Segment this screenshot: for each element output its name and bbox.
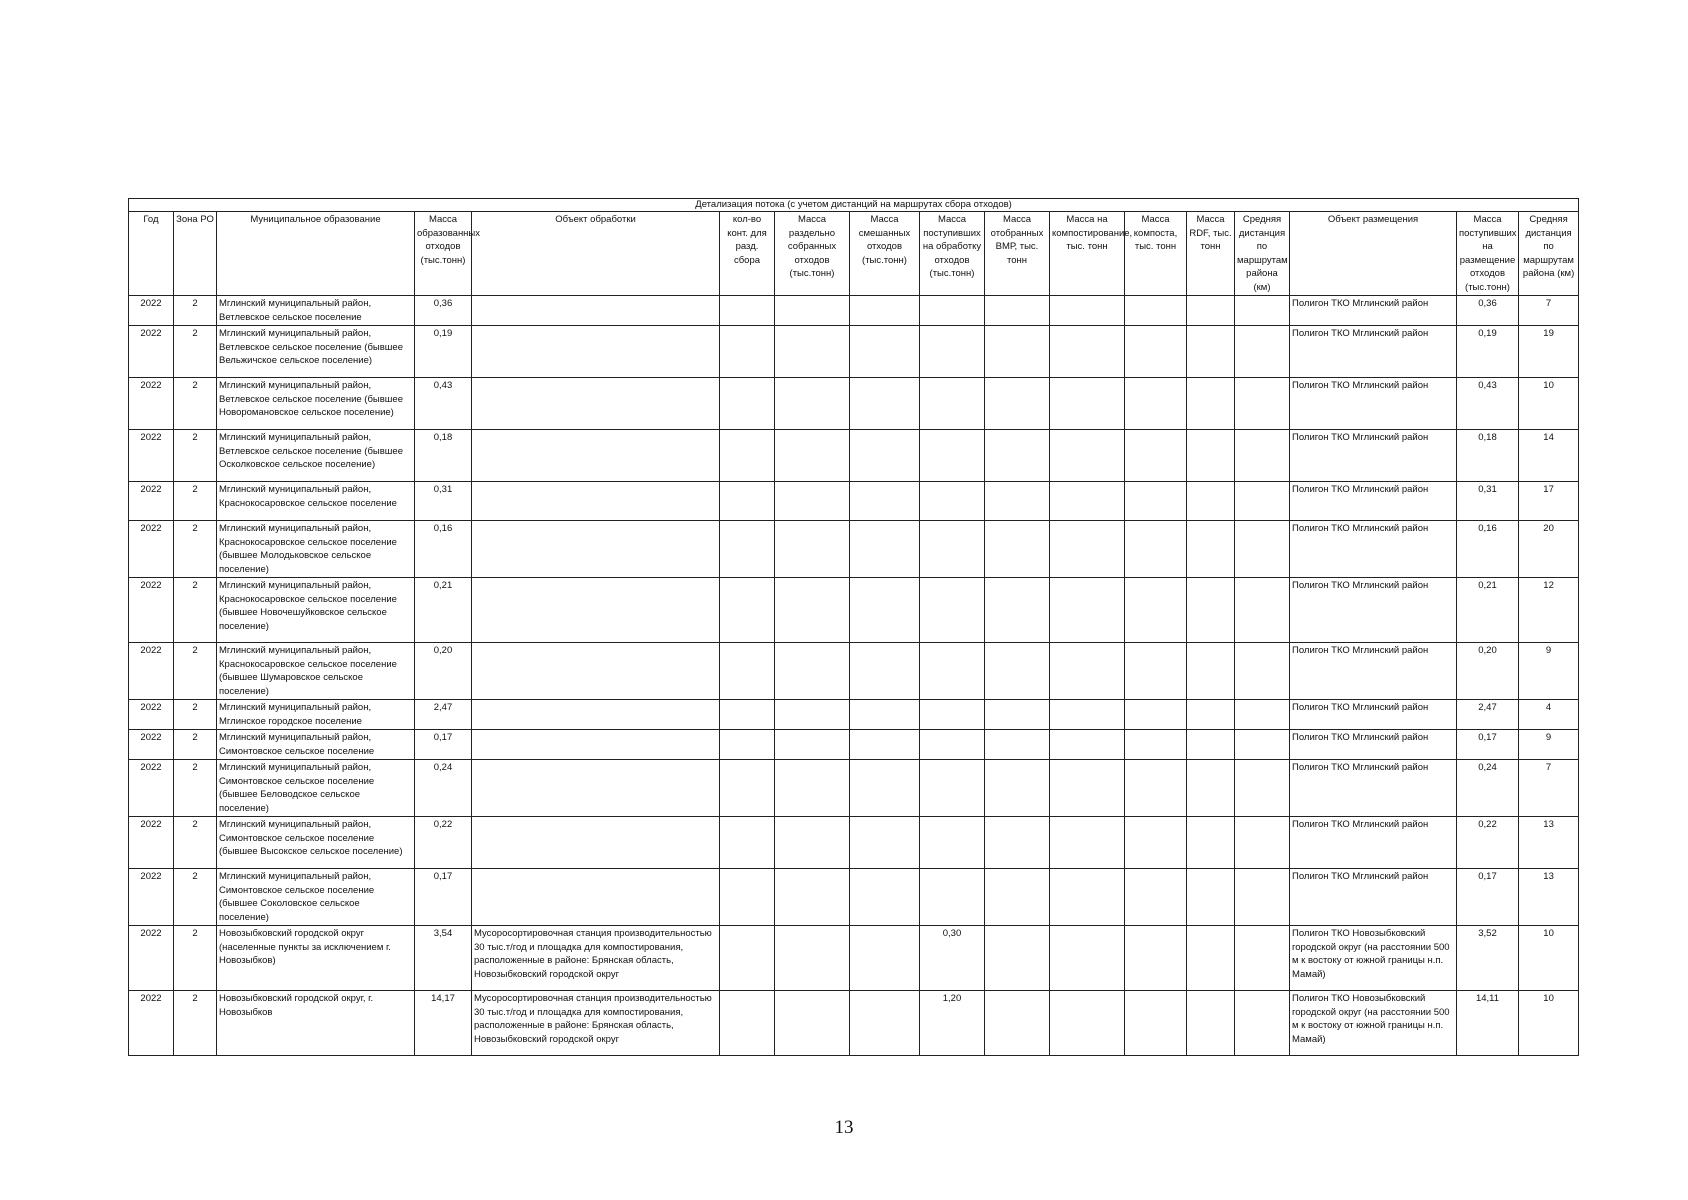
cell-distance: 7 [1519, 760, 1579, 817]
table-row [129, 730, 1579, 760]
cell-zone: 2 [174, 326, 217, 378]
cell-empty [1125, 700, 1187, 730]
cell-mass: 14,17 [415, 991, 472, 1056]
cell-empty [985, 430, 1050, 482]
cell-empty [1187, 378, 1235, 430]
cell-empty [850, 730, 920, 760]
cell-municipality: Мглинский муниципальный район, Ветлевское сельское поселение (бывшее Вельжичское сельское поселение) [217, 326, 415, 378]
cell-distance: 14 [1519, 430, 1579, 482]
cell-empty [850, 817, 920, 869]
column-header: Зона РО [174, 212, 217, 296]
cell-empty [985, 730, 1050, 760]
cell-empty [985, 991, 1050, 1056]
table-row [129, 926, 1579, 991]
cell-treatment [472, 817, 720, 869]
cell-empty [985, 521, 1050, 578]
cell-processed [920, 430, 985, 482]
cell-empty [985, 643, 1050, 700]
cell-empty [1187, 296, 1235, 326]
table-row [129, 482, 1579, 521]
cell-empty [1125, 482, 1187, 521]
cell-municipality: Мглинский муниципальный район, Ветлевское сельское поселение (бывшее Новоромановское сельское поселение) [217, 378, 415, 430]
cell-empty [985, 326, 1050, 378]
cell-empty [1125, 760, 1187, 817]
cell-empty [1187, 760, 1235, 817]
cell-empty [1235, 760, 1290, 817]
table-row [129, 643, 1579, 700]
cell-empty [1187, 730, 1235, 760]
cell-municipality: Мглинский муниципальный район, Мглинское городское поселение [217, 700, 415, 730]
cell-distance: 9 [1519, 730, 1579, 760]
cell-empty [985, 760, 1050, 817]
cell-treatment [472, 378, 720, 430]
cell-empty [1235, 730, 1290, 760]
cell-municipality: Мглинский муниципальный район, Симонтовское сельское поселение (бывшее Высокское сельское поселение) [217, 817, 415, 869]
cell-mass: 0,20 [415, 643, 472, 700]
column-header-row [129, 212, 1579, 296]
cell-placement: Полигон ТКО Мглинский район [1290, 482, 1457, 521]
cell-processed [920, 730, 985, 760]
cell-empty [775, 521, 850, 578]
cell-empty [1187, 643, 1235, 700]
cell-empty [1187, 430, 1235, 482]
cell-mass: 2,47 [415, 700, 472, 730]
cell-empty [1050, 730, 1125, 760]
column-header: Муниципальное образование [217, 212, 415, 296]
cell-mass: 0,16 [415, 521, 472, 578]
cell-processed [920, 869, 985, 926]
cell-year: 2022 [129, 730, 174, 760]
cell-placement: Полигон ТКО Мглинский район [1290, 817, 1457, 869]
cell-empty [1050, 991, 1125, 1056]
cell-empty [720, 521, 775, 578]
cell-empty [720, 430, 775, 482]
cell-processed: 0,30 [920, 926, 985, 991]
cell-distance: 19 [1519, 326, 1579, 378]
cell-empty [775, 869, 850, 926]
cell-processed [920, 482, 985, 521]
column-header: Масса компоста, тыс. тонн [1125, 212, 1187, 296]
cell-empty [775, 991, 850, 1056]
cell-distance: 12 [1519, 578, 1579, 643]
cell-distance: 13 [1519, 869, 1579, 926]
cell-mass: 0,36 [415, 296, 472, 326]
column-header: Масса поступивших на обработку отходов (тыс.тонн) [920, 212, 985, 296]
column-header: Объект размещения [1290, 212, 1457, 296]
cell-empty [850, 430, 920, 482]
cell-mass: 0,17 [415, 869, 472, 926]
cell-empty [1187, 326, 1235, 378]
cell-empty [850, 378, 920, 430]
cell-empty [1235, 817, 1290, 869]
cell-empty [1187, 521, 1235, 578]
table-row [129, 326, 1579, 378]
column-header: Масса смешанных отходов (тыс.тонн) [850, 212, 920, 296]
cell-placement: Полигон ТКО Мглинский район [1290, 760, 1457, 817]
table-row [129, 378, 1579, 430]
cell-processed [920, 296, 985, 326]
document-sheet [128, 198, 1578, 1056]
cell-empty [850, 926, 920, 991]
cell-zone: 2 [174, 926, 217, 991]
cell-municipality: Мглинский муниципальный район, Краснокосаровское сельское поселение (бывшее Новочешуйковское сельское поселение) [217, 578, 415, 643]
cell-municipality: Мглинский муниципальный район, Краснокосаровское сельское поселение (бывшее Шумаровское сельское поселение) [217, 643, 415, 700]
cell-distance: 9 [1519, 643, 1579, 700]
cell-empty [1050, 430, 1125, 482]
cell-placement: Полигон ТКО Мглинский район [1290, 643, 1457, 700]
cell-year: 2022 [129, 643, 174, 700]
cell-year: 2022 [129, 378, 174, 430]
cell-empty [985, 817, 1050, 869]
cell-empty [985, 482, 1050, 521]
cell-empty [720, 817, 775, 869]
cell-empty [775, 326, 850, 378]
cell-year: 2022 [129, 521, 174, 578]
cell-year: 2022 [129, 991, 174, 1056]
cell-placed: 0,22 [1457, 817, 1519, 869]
cell-placement: Полигон ТКО Мглинский район [1290, 521, 1457, 578]
cell-zone: 2 [174, 430, 217, 482]
cell-zone: 2 [174, 578, 217, 643]
cell-empty [1187, 578, 1235, 643]
cell-empty [775, 482, 850, 521]
cell-empty [1050, 296, 1125, 326]
cell-empty [850, 760, 920, 817]
cell-distance: 20 [1519, 521, 1579, 578]
cell-empty [775, 643, 850, 700]
cell-empty [1235, 296, 1290, 326]
cell-empty [720, 700, 775, 730]
table-caption: Детализация потока (с учетом дистанций на маршрутах сбора отходов) [129, 199, 1579, 212]
cell-distance: 17 [1519, 482, 1579, 521]
cell-empty [1187, 926, 1235, 991]
cell-empty [775, 760, 850, 817]
cell-distance: 13 [1519, 817, 1579, 869]
cell-zone: 2 [174, 730, 217, 760]
cell-empty [850, 700, 920, 730]
cell-processed [920, 700, 985, 730]
cell-empty [775, 730, 850, 760]
cell-empty [775, 817, 850, 869]
cell-treatment: Мусоросортировочная станция производительностью 30 тыс.т/год и площадка для компостирования, расположенные в районе: Брянская область, Новозыбковский городской округ [472, 926, 720, 991]
cell-mass: 0,24 [415, 760, 472, 817]
cell-empty [720, 991, 775, 1056]
cell-distance: 10 [1519, 991, 1579, 1056]
cell-placement: Полигон ТКО Мглинский район [1290, 296, 1457, 326]
cell-municipality: Мглинский муниципальный район, Симонтовское сельское поселение [217, 730, 415, 760]
cell-mass: 0,17 [415, 730, 472, 760]
table-row [129, 817, 1579, 869]
cell-empty [1050, 760, 1125, 817]
cell-empty [1235, 578, 1290, 643]
table-row [129, 760, 1579, 817]
table-body [129, 296, 1579, 1056]
cell-empty [1235, 326, 1290, 378]
cell-year: 2022 [129, 482, 174, 521]
cell-municipality: Мглинский муниципальный район, Краснокосаровское сельское поселение (бывшее Молодьковское сельское поселение) [217, 521, 415, 578]
cell-placed: 0,36 [1457, 296, 1519, 326]
cell-placed: 0,17 [1457, 730, 1519, 760]
cell-empty [1125, 521, 1187, 578]
cell-zone: 2 [174, 643, 217, 700]
column-header: Масса раздельно собранных отходов (тыс.тонн) [775, 212, 850, 296]
cell-processed: 1,20 [920, 991, 985, 1056]
cell-placed: 0,21 [1457, 578, 1519, 643]
table-row [129, 296, 1579, 326]
column-header: Масса RDF, тыс. тонн [1187, 212, 1235, 296]
cell-processed [920, 817, 985, 869]
cell-zone: 2 [174, 296, 217, 326]
table-row [129, 700, 1579, 730]
cell-empty [720, 296, 775, 326]
cell-empty [720, 869, 775, 926]
cell-zone: 2 [174, 869, 217, 926]
cell-treatment [472, 326, 720, 378]
cell-municipality: Мглинский муниципальный район, Ветлевское сельское поселение [217, 296, 415, 326]
cell-mass: 0,22 [415, 817, 472, 869]
cell-mass: 0,43 [415, 378, 472, 430]
cell-empty [720, 378, 775, 430]
cell-empty [1187, 869, 1235, 926]
cell-empty [850, 643, 920, 700]
cell-zone: 2 [174, 760, 217, 817]
cell-placed: 0,19 [1457, 326, 1519, 378]
cell-empty [850, 869, 920, 926]
cell-treatment [472, 869, 720, 926]
cell-empty [985, 296, 1050, 326]
cell-empty [775, 926, 850, 991]
table-row [129, 991, 1579, 1056]
cell-treatment [472, 700, 720, 730]
cell-empty [1235, 521, 1290, 578]
cell-processed [920, 760, 985, 817]
cell-municipality: Мглинский муниципальный район, Краснокосаровское сельское поселение [217, 482, 415, 521]
cell-year: 2022 [129, 326, 174, 378]
cell-empty [1125, 326, 1187, 378]
cell-distance: 10 [1519, 378, 1579, 430]
cell-year: 2022 [129, 578, 174, 643]
cell-placed: 2,47 [1457, 700, 1519, 730]
cell-empty [1125, 869, 1187, 926]
cell-municipality: Новозыбковский городской округ, г. Новозыбков [217, 991, 415, 1056]
cell-processed [920, 521, 985, 578]
cell-treatment [472, 482, 720, 521]
column-header: Объект обработки [472, 212, 720, 296]
cell-placed: 14,11 [1457, 991, 1519, 1056]
column-header: Средняя дистанция по маршрутам района (км) [1519, 212, 1579, 296]
cell-placed: 0,18 [1457, 430, 1519, 482]
cell-placement: Полигон ТКО Мглинский район [1290, 578, 1457, 643]
table-row [129, 869, 1579, 926]
cell-zone: 2 [174, 817, 217, 869]
cell-municipality: Мглинский муниципальный район, Ветлевское сельское поселение (бывшее Осколковское сельское поселение) [217, 430, 415, 482]
cell-placed: 3,52 [1457, 926, 1519, 991]
cell-treatment [472, 760, 720, 817]
cell-empty [850, 326, 920, 378]
cell-year: 2022 [129, 869, 174, 926]
cell-empty [1235, 869, 1290, 926]
cell-processed [920, 643, 985, 700]
column-header: Масса поступивших на размещение отходов (тыс.тонн) [1457, 212, 1519, 296]
cell-empty [850, 521, 920, 578]
cell-empty [1050, 869, 1125, 926]
cell-processed [920, 578, 985, 643]
cell-placed: 0,43 [1457, 378, 1519, 430]
cell-empty [1235, 643, 1290, 700]
column-header: Средняя дистанция по маршрутам района (км) [1235, 212, 1290, 296]
cell-placement: Полигон ТКО Мглинский район [1290, 430, 1457, 482]
page-number: 13 [834, 1117, 854, 1138]
cell-zone: 2 [174, 521, 217, 578]
table-row [129, 521, 1579, 578]
cell-empty [1187, 700, 1235, 730]
cell-year: 2022 [129, 430, 174, 482]
cell-municipality: Мглинский муниципальный район, Симонтовское сельское поселение (бывшее Беловодское сельское поселение) [217, 760, 415, 817]
cell-placed: 0,17 [1457, 869, 1519, 926]
waste-flow-table [128, 198, 1579, 1056]
cell-empty [720, 643, 775, 700]
column-header: Масса на компостирование, тыс. тонн [1050, 212, 1125, 296]
cell-empty [985, 869, 1050, 926]
cell-zone: 2 [174, 378, 217, 430]
cell-empty [985, 926, 1050, 991]
cell-year: 2022 [129, 926, 174, 991]
cell-zone: 2 [174, 991, 217, 1056]
cell-empty [1125, 296, 1187, 326]
cell-empty [1050, 817, 1125, 869]
cell-treatment [472, 430, 720, 482]
cell-empty [1125, 730, 1187, 760]
cell-empty [1235, 482, 1290, 521]
cell-treatment [472, 296, 720, 326]
cell-zone: 2 [174, 482, 217, 521]
cell-empty [850, 296, 920, 326]
cell-processed [920, 378, 985, 430]
cell-placed: 0,24 [1457, 760, 1519, 817]
cell-placement: Полигон ТКО Новозыбковский городской округ (на расстоянии 500 м к востоку от южной границы н.п. Мамай) [1290, 926, 1457, 991]
cell-empty [720, 578, 775, 643]
cell-placed: 0,20 [1457, 643, 1519, 700]
cell-placement: Полигон ТКО Новозыбковский городской округ (на расстоянии 500 м к востоку от южной границы н.п. Мамай) [1290, 991, 1457, 1056]
cell-empty [1125, 430, 1187, 482]
cell-placement: Полигон ТКО Мглинский район [1290, 869, 1457, 926]
cell-empty [1125, 817, 1187, 869]
cell-empty [985, 700, 1050, 730]
cell-empty [720, 730, 775, 760]
cell-empty [1050, 482, 1125, 521]
cell-empty [1050, 578, 1125, 643]
table-row [129, 430, 1579, 482]
cell-empty [1050, 378, 1125, 430]
cell-empty [1125, 991, 1187, 1056]
cell-placement: Полигон ТКО Мглинский район [1290, 378, 1457, 430]
cell-empty [1235, 700, 1290, 730]
cell-treatment: Мусоросортировочная станция производительностью 30 тыс.т/год и площадка для компостирования, расположенные в районе: Брянская область, Новозыбковский городской округ [472, 991, 720, 1056]
cell-empty [720, 326, 775, 378]
cell-distance: 10 [1519, 926, 1579, 991]
cell-placement: Полигон ТКО Мглинский район [1290, 700, 1457, 730]
cell-empty [1050, 326, 1125, 378]
cell-empty [1125, 926, 1187, 991]
cell-empty [1125, 578, 1187, 643]
cell-year: 2022 [129, 700, 174, 730]
cell-empty [985, 378, 1050, 430]
cell-distance: 7 [1519, 296, 1579, 326]
cell-empty [1125, 643, 1187, 700]
cell-treatment [472, 730, 720, 760]
cell-placed: 0,16 [1457, 521, 1519, 578]
cell-empty [720, 926, 775, 991]
cell-empty [720, 482, 775, 521]
cell-empty [1187, 482, 1235, 521]
cell-placement: Полигон ТКО Мглинский район [1290, 730, 1457, 760]
cell-empty [850, 482, 920, 521]
column-header: Масса образованных отходов (тыс.тонн) [415, 212, 472, 296]
cell-placement: Полигон ТКО Мглинский район [1290, 326, 1457, 378]
cell-empty [1235, 378, 1290, 430]
cell-empty [1235, 991, 1290, 1056]
cell-year: 2022 [129, 817, 174, 869]
cell-empty [775, 578, 850, 643]
cell-empty [1050, 643, 1125, 700]
cell-mass: 0,18 [415, 430, 472, 482]
table-row [129, 578, 1579, 643]
cell-municipality: Мглинский муниципальный район, Симонтовское сельское поселение (бывшее Соколовское сельское поселение) [217, 869, 415, 926]
cell-empty [850, 991, 920, 1056]
cell-processed [920, 326, 985, 378]
cell-treatment [472, 578, 720, 643]
cell-empty [1050, 926, 1125, 991]
cell-empty [1187, 817, 1235, 869]
cell-empty [720, 760, 775, 817]
cell-distance: 4 [1519, 700, 1579, 730]
column-header: кол-во конт. для разд. сбора [720, 212, 775, 296]
cell-empty [775, 378, 850, 430]
cell-mass: 0,21 [415, 578, 472, 643]
cell-empty [1235, 926, 1290, 991]
cell-empty [1050, 700, 1125, 730]
cell-mass: 0,19 [415, 326, 472, 378]
cell-municipality: Новозыбковский городской округ (населенные пункты за исключением г. Новозыбков) [217, 926, 415, 991]
cell-mass: 3,54 [415, 926, 472, 991]
cell-empty [775, 296, 850, 326]
cell-year: 2022 [129, 296, 174, 326]
column-header: Масса отобранных ВМР, тыс. тонн [985, 212, 1050, 296]
cell-empty [1050, 521, 1125, 578]
cell-year: 2022 [129, 760, 174, 817]
cell-placed: 0,31 [1457, 482, 1519, 521]
cell-zone: 2 [174, 700, 217, 730]
cell-empty [1235, 430, 1290, 482]
cell-treatment [472, 643, 720, 700]
cell-mass: 0,31 [415, 482, 472, 521]
cell-empty [985, 578, 1050, 643]
cell-empty [850, 578, 920, 643]
cell-empty [775, 430, 850, 482]
cell-empty [775, 700, 850, 730]
cell-empty [1125, 378, 1187, 430]
cell-empty [1187, 991, 1235, 1056]
column-header: Год [129, 212, 174, 296]
cell-treatment [472, 521, 720, 578]
